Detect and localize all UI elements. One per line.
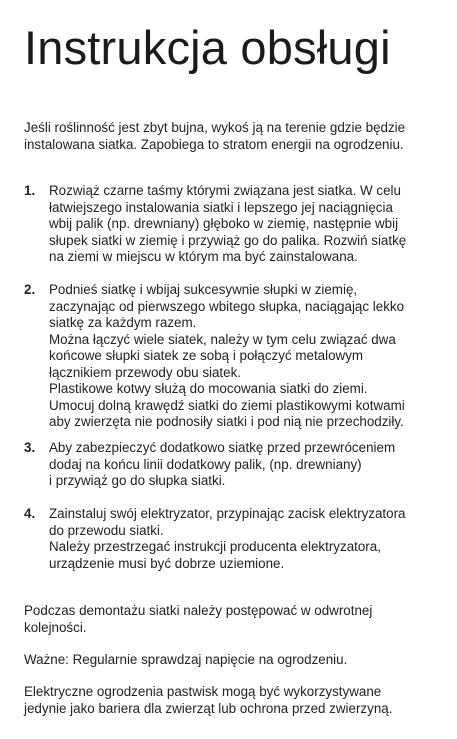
step-line: łatwiejszego instalowania siatki i lepszego jej naciągnięcia [49,199,393,215]
intro-line: instalowana siatka. Zapobiega to stratom energii na ogrodzeniu. [24,136,404,152]
step-3 [24,440,444,490]
step-number: 1. [24,183,36,198]
step-line: i przywiąż go do słupka siatki. [49,473,226,488]
page-title: Instrukcja obsługi [24,21,391,74]
step-line: Podnieś siatkę i wbijaj sukcesywnie słupki w ziemię, [49,282,358,297]
step-line: Można łączyć wiele siatek, należy w tym celu związać dwa [49,331,396,347]
step-text [49,282,444,431]
step-line: dodaj na końcu linii dodatkowy palik, (np. drewniany) [49,456,362,472]
step-number: 4. [24,506,36,521]
step-line: zaczynając od pierwszego wbitego słupka, naciągając lekko [49,298,405,314]
usage-note [24,684,444,717]
step-line: Aby zabezpieczyć dodatkowo siatkę przed przewróceniem [49,440,396,455]
step-line: łącznikiem przewody obu siatek. [49,364,242,380]
step-line: aby zwierzęta nie podnosiły siatki i pod nią nie przechodziły. [49,414,404,429]
step-line: Należy przestrzegać instrukcji producenta elektryzatora, [49,539,381,554]
step-line: słupek siatki w ziemię i przywiąż go do palika. Rozwiń siatkę [49,232,407,248]
intro-line: Jeśli roślinność jest zbyt bujna, wykoś ją na terenie gdzie będzie [24,120,406,135]
intro-paragraph [24,120,444,153]
note-line: Ważne: Regularnie sprawdzaj napięcie na ogrodzeniu. [24,652,348,667]
step-line: do przewodu siatki. [49,522,164,538]
step-text [49,183,444,266]
step-line: Plastikowe kotwy służą do mocowania siatki do ziemi. [49,381,368,396]
step-line: końcowe słupki siatek ze sobą i połączyć metalowym [49,348,364,363]
step-text [49,506,444,572]
step-4 [24,506,444,572]
step-number: 2. [24,282,36,297]
step-text [49,440,444,490]
step-1 [24,183,444,266]
step-line: na ziemi w miejscu w którym ma być zainstalowana. [49,249,358,264]
note-line: Elektryczne ogrodzenia pastwisk mogą być wykorzystywane [24,684,382,699]
dismantle-note [24,603,444,636]
step-line: Rozwiąż czarne taśmy którymi związana jest siatka. W celu [49,183,401,198]
step-line: Zainstaluj swój elektryzator, przypinając zacisk elektryzatora [49,506,406,521]
note-line: kolejności. [24,619,87,635]
step-line: siatkę za każdym razem. [49,315,197,330]
step-2 [24,282,444,431]
step-line: urządzenie musi być dobrze uziemione. [49,555,285,571]
note-line: jedynie jako bariera dla zwierząt lub ochrona przed zwierzyną. [24,700,393,716]
step-line: Umocuj dolną krawędź siatki do ziemi plastikowymi kotwami [49,397,405,413]
important-note [24,652,444,669]
step-number: 3. [24,440,36,455]
note-line: Podczas demontażu siatki należy postępować w odwrotnej [24,603,373,618]
step-line: wbij palik (np. drewniany) głęboko w ziemię, następnie wbij [49,216,399,231]
